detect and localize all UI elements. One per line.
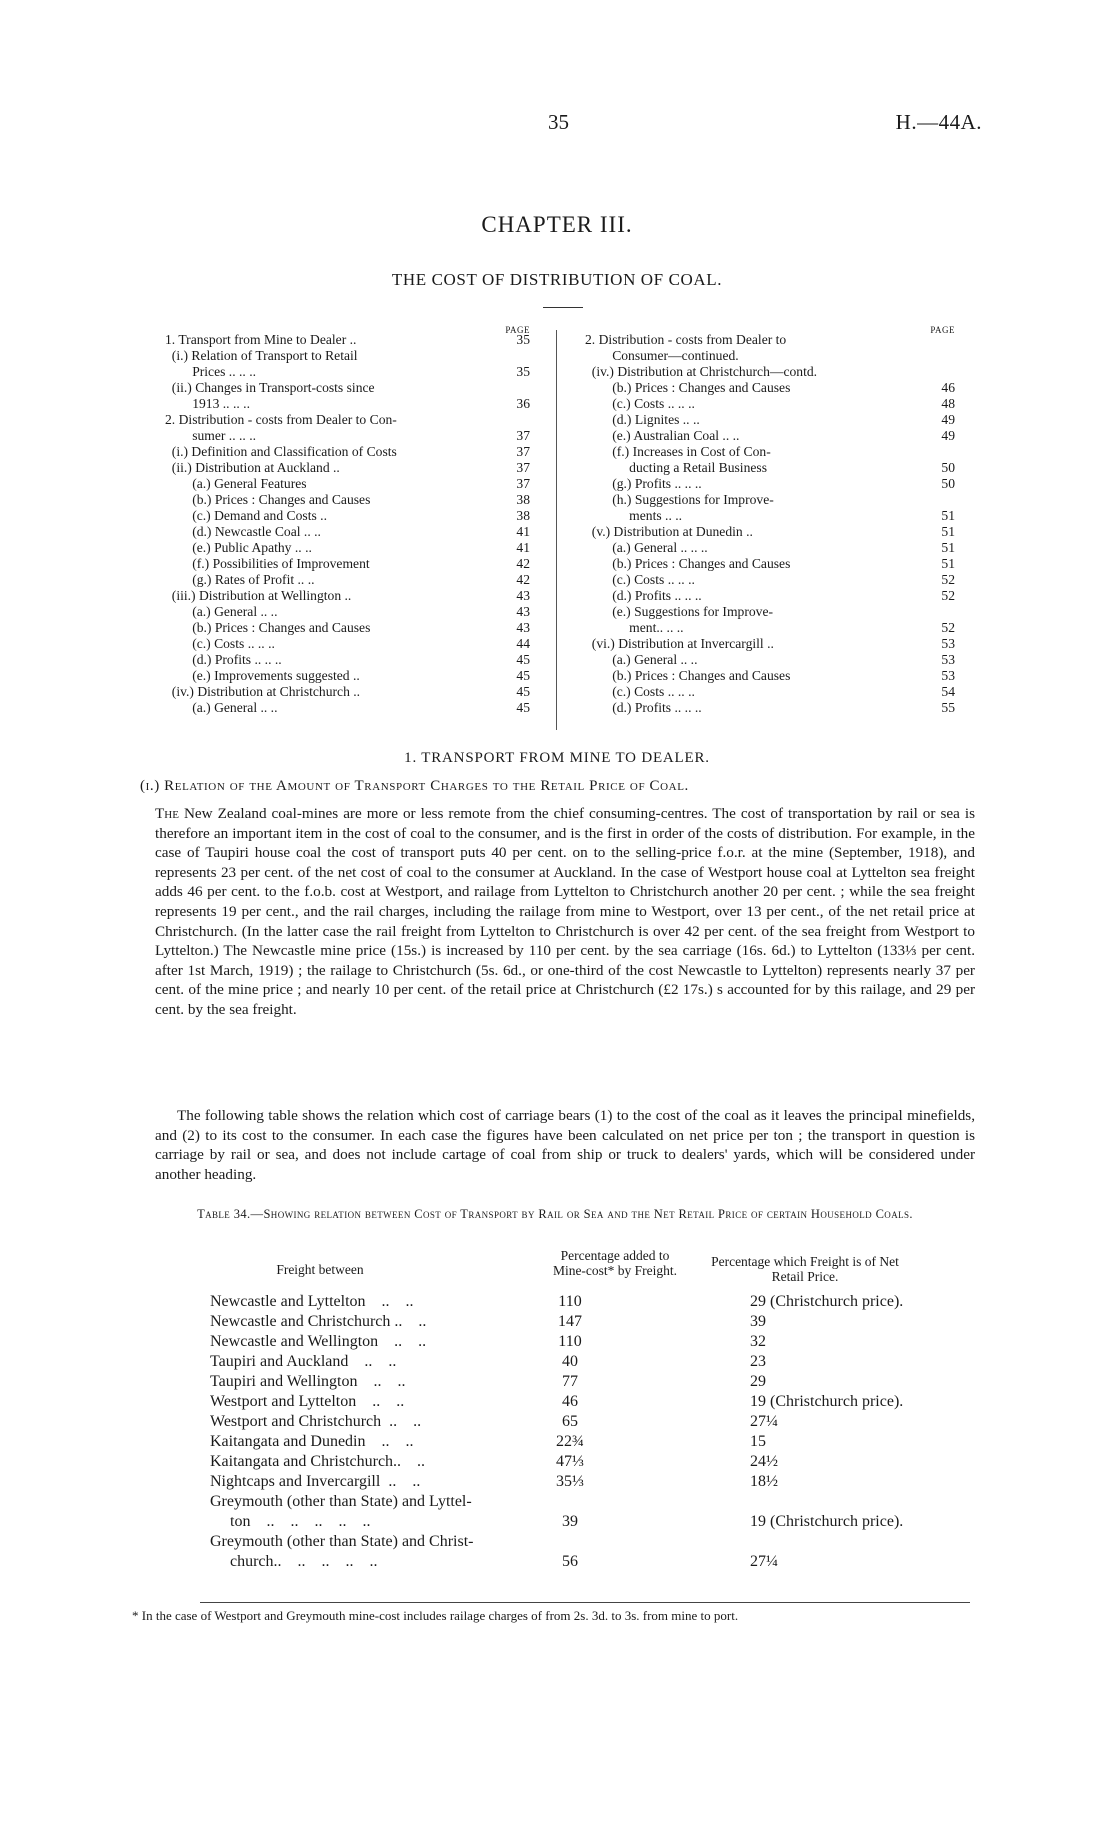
toc-entry-page: 37 [516,428,530,443]
toc-entry-label: (c.) Costs .. .. .. [585,396,695,411]
table-header-percent-added: Percentage added to Mine-cost* by Freight. [552,1248,678,1278]
toc-entry-page: 50 [941,476,955,491]
table-body [210,1292,980,1572]
toc-entry [585,348,955,364]
toc-entry-label: (ii.) Distribution at Auckland .. [165,460,340,475]
page-number: 35 [548,110,569,134]
toc-entry-page: 43 [516,620,530,635]
toc-entry-page: 46 [941,380,955,395]
table-header-route: Freight between [276,1262,364,1277]
toc-left-column [165,322,530,716]
toc-entry-page: 54 [941,684,955,699]
toc-entry [165,668,530,684]
body-paragraph-1 [155,804,975,1020]
table-cell-percent-added: 40 [562,1353,578,1370]
body-paragraph-2: The following table shows the relation which cost of carriage bears (1) to the cost of the coal as it leaves the principal minefields, and (2) to its cost to the consumer. In each case the figures have been calculated on net price per ton ; the transport in question is carriage by rail or sea, and does not include cartage of coal from ship or truck to dealers' yards, which will be considered under another heading. [155,1107,975,1183]
table-cell-route-line: ton .. .. .. .. .. [210,1513,371,1530]
toc-entry-label: (iii.) Distribution at Wellington .. [165,588,352,603]
toc-entry [165,620,530,636]
toc-entry-page: 51 [941,524,955,539]
toc-entry-page: 53 [941,636,955,651]
toc-entry-label: (d.) Profits .. .. .. [165,652,282,667]
toc-entry [585,588,955,604]
toc-entry [585,396,955,412]
toc-entry [585,380,955,396]
toc-entry [585,428,955,444]
toc-entry-label: (f.) Possibilities of Improvement [165,556,370,571]
table-row [210,1312,980,1332]
table-cell-percent-retail: 24½ [750,1453,778,1470]
table-row [210,1472,980,1492]
table-cell-route-line: church.. .. .. .. .. [210,1553,378,1570]
toc-entry [585,572,955,588]
table-cell-route [210,1372,406,1392]
table-row [210,1392,980,1412]
toc-entry [165,396,530,412]
table-cell-route-line: Taupiri and Auckland .. .. [210,1353,397,1370]
table-cell-route [210,1332,426,1352]
toc-entry [585,476,955,492]
toc-entry-label: (e.) Improvements suggested .. [165,668,360,683]
toc-entry-label: (b.) Prices : Changes and Causes [165,620,371,635]
toc-entry [165,428,530,444]
toc-entry [165,524,530,540]
toc-entry-label: (vi.) Distribution at Invercargill .. [585,636,774,651]
toc-entry-label: (a.) General .. .. .. [585,540,708,555]
toc-entry-page: 45 [516,684,530,699]
table-cell-route [210,1292,414,1312]
table-cell-route [210,1452,425,1472]
toc-entry-page: 49 [941,412,955,427]
toc-entry-page: 48 [941,396,955,411]
table-caption: Table 34.—Showing relation between Cost of Transport by Rail or Sea and the Net Retail Price of certain Household Coals. [197,1207,913,1221]
toc-entry-label: (f.) Increases in Cost of Con- [585,444,771,459]
toc-entry-label: (c.) Demand and Costs .. [165,508,327,523]
toc-column-divider [556,330,557,730]
toc-entry-page: 42 [516,556,530,571]
toc-entry-label: (d.) Newcastle Coal .. .. [165,524,321,539]
table-cell-percent-added: 56 [562,1553,578,1570]
table-row [210,1492,980,1532]
toc-entry-label: (i.) Definition and Classification of Costs [165,444,397,459]
table-footnote: * In the case of Westport and Greymouth mine-cost includes railage charges of from 2s. 3d. to 3s. from mine to port. [132,1608,739,1623]
toc-entry [165,540,530,556]
toc-entry-label: (b.) Prices : Changes and Causes [165,492,371,507]
toc-entry-label: (b.) Prices : Changes and Causes [585,380,791,395]
toc-entry-page: 38 [516,492,530,507]
section-heading: 1. TRANSPORT FROM MINE TO DEALER. [404,750,710,766]
table-cell-percent-added: 65 [562,1413,578,1430]
table-cell-percent-retail: 19 (Christchurch price). [750,1513,904,1530]
toc-entry [585,444,955,460]
toc-entry-label: Prices .. .. .. [165,364,256,379]
toc-page-heading: PAGE [505,325,530,335]
chapter-subtitle: THE COST OF DISTRIBUTION OF COAL. [391,270,723,289]
toc-entry [585,620,955,636]
chapter-title: CHAPTER III. [481,212,633,237]
toc-entry [585,508,955,524]
table-cell-percent-added: 46 [562,1393,578,1410]
toc-entry-label: (b.) Prices : Changes and Causes [585,668,791,683]
table-cell-route-line: Greymouth (other than State) and Christ- [210,1533,474,1550]
toc-entry-label: (e.) Suggestions for Improve- [585,604,774,619]
toc-entry [165,332,530,348]
toc-entry-page: 35 [516,332,530,347]
toc-entry [585,412,955,428]
table-cell-route-line: Taupiri and Wellington .. .. [210,1373,406,1390]
table-cell-route [210,1392,404,1412]
toc-entry-page: 45 [516,652,530,667]
toc-entry-label: (e.) Public Apathy .. .. [165,540,312,555]
toc-entry-label: (i.) Relation of Transport to Retail [165,348,358,363]
table-cell-route-line: Kaitangata and Dunedin .. .. [210,1433,414,1450]
toc-entry [165,380,530,396]
toc-entry-page: 45 [516,700,530,715]
toc-entry-page: 41 [516,540,530,555]
toc-entry-label: Consumer—continued. [585,348,739,363]
table-row [210,1332,980,1352]
toc-entry-page: 51 [941,508,955,523]
toc-entry-label: (b.) Prices : Changes and Causes [585,556,791,571]
toc-entry-label: (h.) Suggestions for Improve- [585,492,774,507]
table-cell-percent-retail: 15 [750,1433,766,1450]
toc-entry-label: 1913 .. .. .. [165,396,250,411]
table-cell-percent-added: 22¾ [556,1433,584,1450]
table-cell-percent-added: 77 [562,1373,578,1390]
toc-entry [585,700,955,716]
toc-entry [585,604,955,620]
table-cell-percent-added: 147 [558,1313,582,1330]
table-cell-percent-retail: 27¼ [750,1553,778,1570]
toc-entry-page: 52 [941,620,955,635]
toc-entry-page: 37 [516,460,530,475]
toc-entry-label: (g.) Rates of Profit .. .. [165,572,315,587]
toc-entry [165,508,530,524]
toc-entry-page: 43 [516,604,530,619]
toc-entry-page: 42 [516,572,530,587]
table-cell-route [210,1432,414,1452]
toc-entry-label: (d.) Profits .. .. .. [585,588,702,603]
toc-entry-page: 52 [941,588,955,603]
title-divider [543,307,583,308]
toc-entry-label: (a.) General .. .. [585,652,698,667]
table-cell-percent-added: 35⅓ [556,1473,584,1490]
toc-entry [165,364,530,380]
toc-entry-page: 36 [516,396,530,411]
toc-entry-label: (v.) Distribution at Dunedin .. [585,524,753,539]
toc-entry-label: (ii.) Changes in Transport-costs since [165,380,375,395]
toc-entry-page: 51 [941,556,955,571]
table-cell-route [210,1312,426,1332]
table-row [210,1432,980,1452]
toc-entry [585,668,955,684]
toc-entry [165,652,530,668]
toc-entry-page: 44 [516,636,530,651]
toc-entry [165,700,530,716]
toc-entry [165,556,530,572]
toc-entry-label: (a.) General .. .. [165,604,278,619]
toc-entry-page: 50 [941,460,955,475]
table-cell-percent-added: 47⅓ [556,1453,584,1470]
toc-entry-page: 35 [516,364,530,379]
table-cell-percent-retail: 39 [750,1313,766,1330]
paragraph-1-text: New Zealand coal-mines are more or less remote from the chief consuming-centres. The cost of transportation by rail or sea is therefore an important item in the cost of coal to the consumer, and is the first in order of the costs of distribution. For example, in the case of Taupiri house coal the cost of transport puts 40 per cent. on to the selling-price f.o.r. at the mine (September, 1918), and represents 23 per cent. of the net cost of coal to the consumer at Auckland. In the case of Westport house coal at Lyttelton sea freight adds 46 per cent. to the f.o.b. cost at Westport, and railage from Lyttelton to Christchurch another 20 per cent. ; while the sea freight represents 19 per cent., and the rail charges, including the railage from mine to Westport, over 13 per cent., of the net retail price at Christchurch. (In the latter case the rail freight from Lyttelton to Christchurch is over 42 per cent. of the sea freight from Westport to Lyttelton.) The Newcastle mine price (15s.) is increased by 110 per cent. by the sea carriage (16s. 6d.) to Lyttelton (133⅓ per cent. after 1st March, 1919) ; the railage to Christchurch (5s. 6d., or one-third of the cost Newcastle to Lyttelton) represents nearly 37 per cent. of the mine price ; and nearly 10 per cent. of the retail price at Christchurch (£2 17s.) s accounted for by this railage, and 29 per cent. by the sea freight. [155,805,975,1018]
toc-entry [165,604,530,620]
toc-entry-label: (a.) General Features [165,476,307,491]
toc-entry-label: (e.) Australian Coal .. .. [585,428,740,443]
toc-entry-label: ducting a Retail Business [585,460,767,475]
table-cell-percent-retail: 29 (Christchurch price). [750,1293,904,1310]
toc-entry-label: ment.. .. .. [585,620,684,635]
toc-entry [585,636,955,652]
toc-entry-label: (c.) Costs .. .. .. [165,636,275,651]
toc-entry-label: (a.) General .. .. [165,700,278,715]
toc-entry [165,492,530,508]
toc-entry-page: 53 [941,668,955,683]
toc-entry [165,572,530,588]
toc-entry [585,492,955,508]
table-header-percent-retail: Percentage which Freight is of Net Retail Price. [711,1254,899,1284]
table-cell-route [210,1492,472,1532]
table-cell-route-line: Westport and Lyttelton .. .. [210,1393,405,1410]
table-row [210,1292,980,1312]
table-cell-route-line: Greymouth (other than State) and Lyttel- [210,1493,472,1510]
table-row [210,1412,980,1432]
toc-page-heading: PAGE [930,325,955,335]
toc-entry-label: (c.) Costs .. .. .. [585,572,695,587]
table-cell-percent-retail: 19 (Christchurch price). [750,1393,904,1410]
toc-entry-label: (c.) Costs .. .. .. [585,684,695,699]
toc-entry-label: 1. Transport from Mine to Dealer .. [165,332,360,347]
table-row [210,1532,980,1572]
table-cell-route [210,1532,474,1572]
table-cell-percent-retail: 18½ [750,1473,778,1490]
toc-entry-label: (d.) Lignites .. .. [585,412,700,427]
toc-entry-label: (g.) Profits .. .. .. [585,476,702,491]
toc-entry [585,556,955,572]
toc-entry [585,684,955,700]
toc-entry-page: 53 [941,652,955,667]
toc-entry-page: 51 [941,540,955,555]
toc-entry [165,588,530,604]
table-cell-percent-retail: 29 [750,1373,766,1390]
toc-entry [165,636,530,652]
table-cell-route-line: Newcastle and Christchurch .. .. [210,1313,427,1330]
subsection-heading: (i.) Relation of the Amount of Transport Charges to the Retail Price of Coal. [140,778,689,794]
toc-entry [165,476,530,492]
toc-entry [165,412,530,428]
toc-entry [585,364,955,380]
toc-entry [165,460,530,476]
document-reference: H.—44A. [895,110,982,134]
table-cell-percent-added: 110 [558,1293,582,1310]
toc-entry [585,460,955,476]
toc-entry [165,348,530,364]
toc-entry-label: sumer .. .. .. [165,428,256,443]
toc-entry-label: (iv.) Distribution at Christchurch—contd. [585,364,818,379]
table-cell-route [210,1412,421,1432]
table-cell-percent-retail: 27¼ [750,1413,778,1430]
toc-entry [165,684,530,700]
toc-entry-page: 49 [941,428,955,443]
toc-entry-label: (iv.) Distribution at Christchurch .. [165,684,361,699]
toc-entry [165,444,530,460]
paragraph-lead-word: The [155,805,179,822]
table-cell-percent-retail: 32 [750,1333,766,1350]
toc-entry-label: ments .. .. [585,508,683,523]
toc-entry-page: 38 [516,508,530,523]
toc-entry-label: (d.) Profits .. .. .. [585,700,702,715]
toc-entry-label: 2. Distribution - costs from Dealer to [585,332,787,347]
table-cell-route [210,1472,420,1492]
toc-entry-label: 2. Distribution - costs from Dealer to Con- [165,412,397,427]
table-cell-route-line: Westport and Christchurch .. .. [210,1413,422,1430]
toc-entry-page: 37 [516,444,530,459]
table-bottom-rule [200,1602,970,1603]
table-row [210,1372,980,1392]
toc-entry-page: 43 [516,588,530,603]
toc-entry [585,652,955,668]
table-row [210,1352,980,1372]
table-cell-percent-retail: 23 [750,1353,766,1370]
table-row [210,1452,980,1472]
table-cell-route-line: Kaitangata and Christchurch.. .. [210,1453,426,1470]
table-cell-route-line: Nightcaps and Invercargill .. .. [210,1473,421,1490]
toc-entry [585,540,955,556]
table-cell-route-line: Newcastle and Wellington .. .. [210,1333,427,1350]
toc-entry-page: 55 [941,700,955,715]
toc-entry-page: 37 [516,476,530,491]
table-cell-percent-added: 39 [562,1513,578,1530]
toc-entry-page: 45 [516,668,530,683]
toc-entry-page: 41 [516,524,530,539]
table-cell-percent-added: 110 [558,1333,582,1350]
toc-right-column [585,322,955,716]
toc-entry [585,524,955,540]
toc-entry-page: 52 [941,572,955,587]
table-cell-route [210,1352,396,1372]
toc-entry [585,332,955,348]
table-cell-route-line: Newcastle and Lyttelton .. .. [210,1293,414,1310]
